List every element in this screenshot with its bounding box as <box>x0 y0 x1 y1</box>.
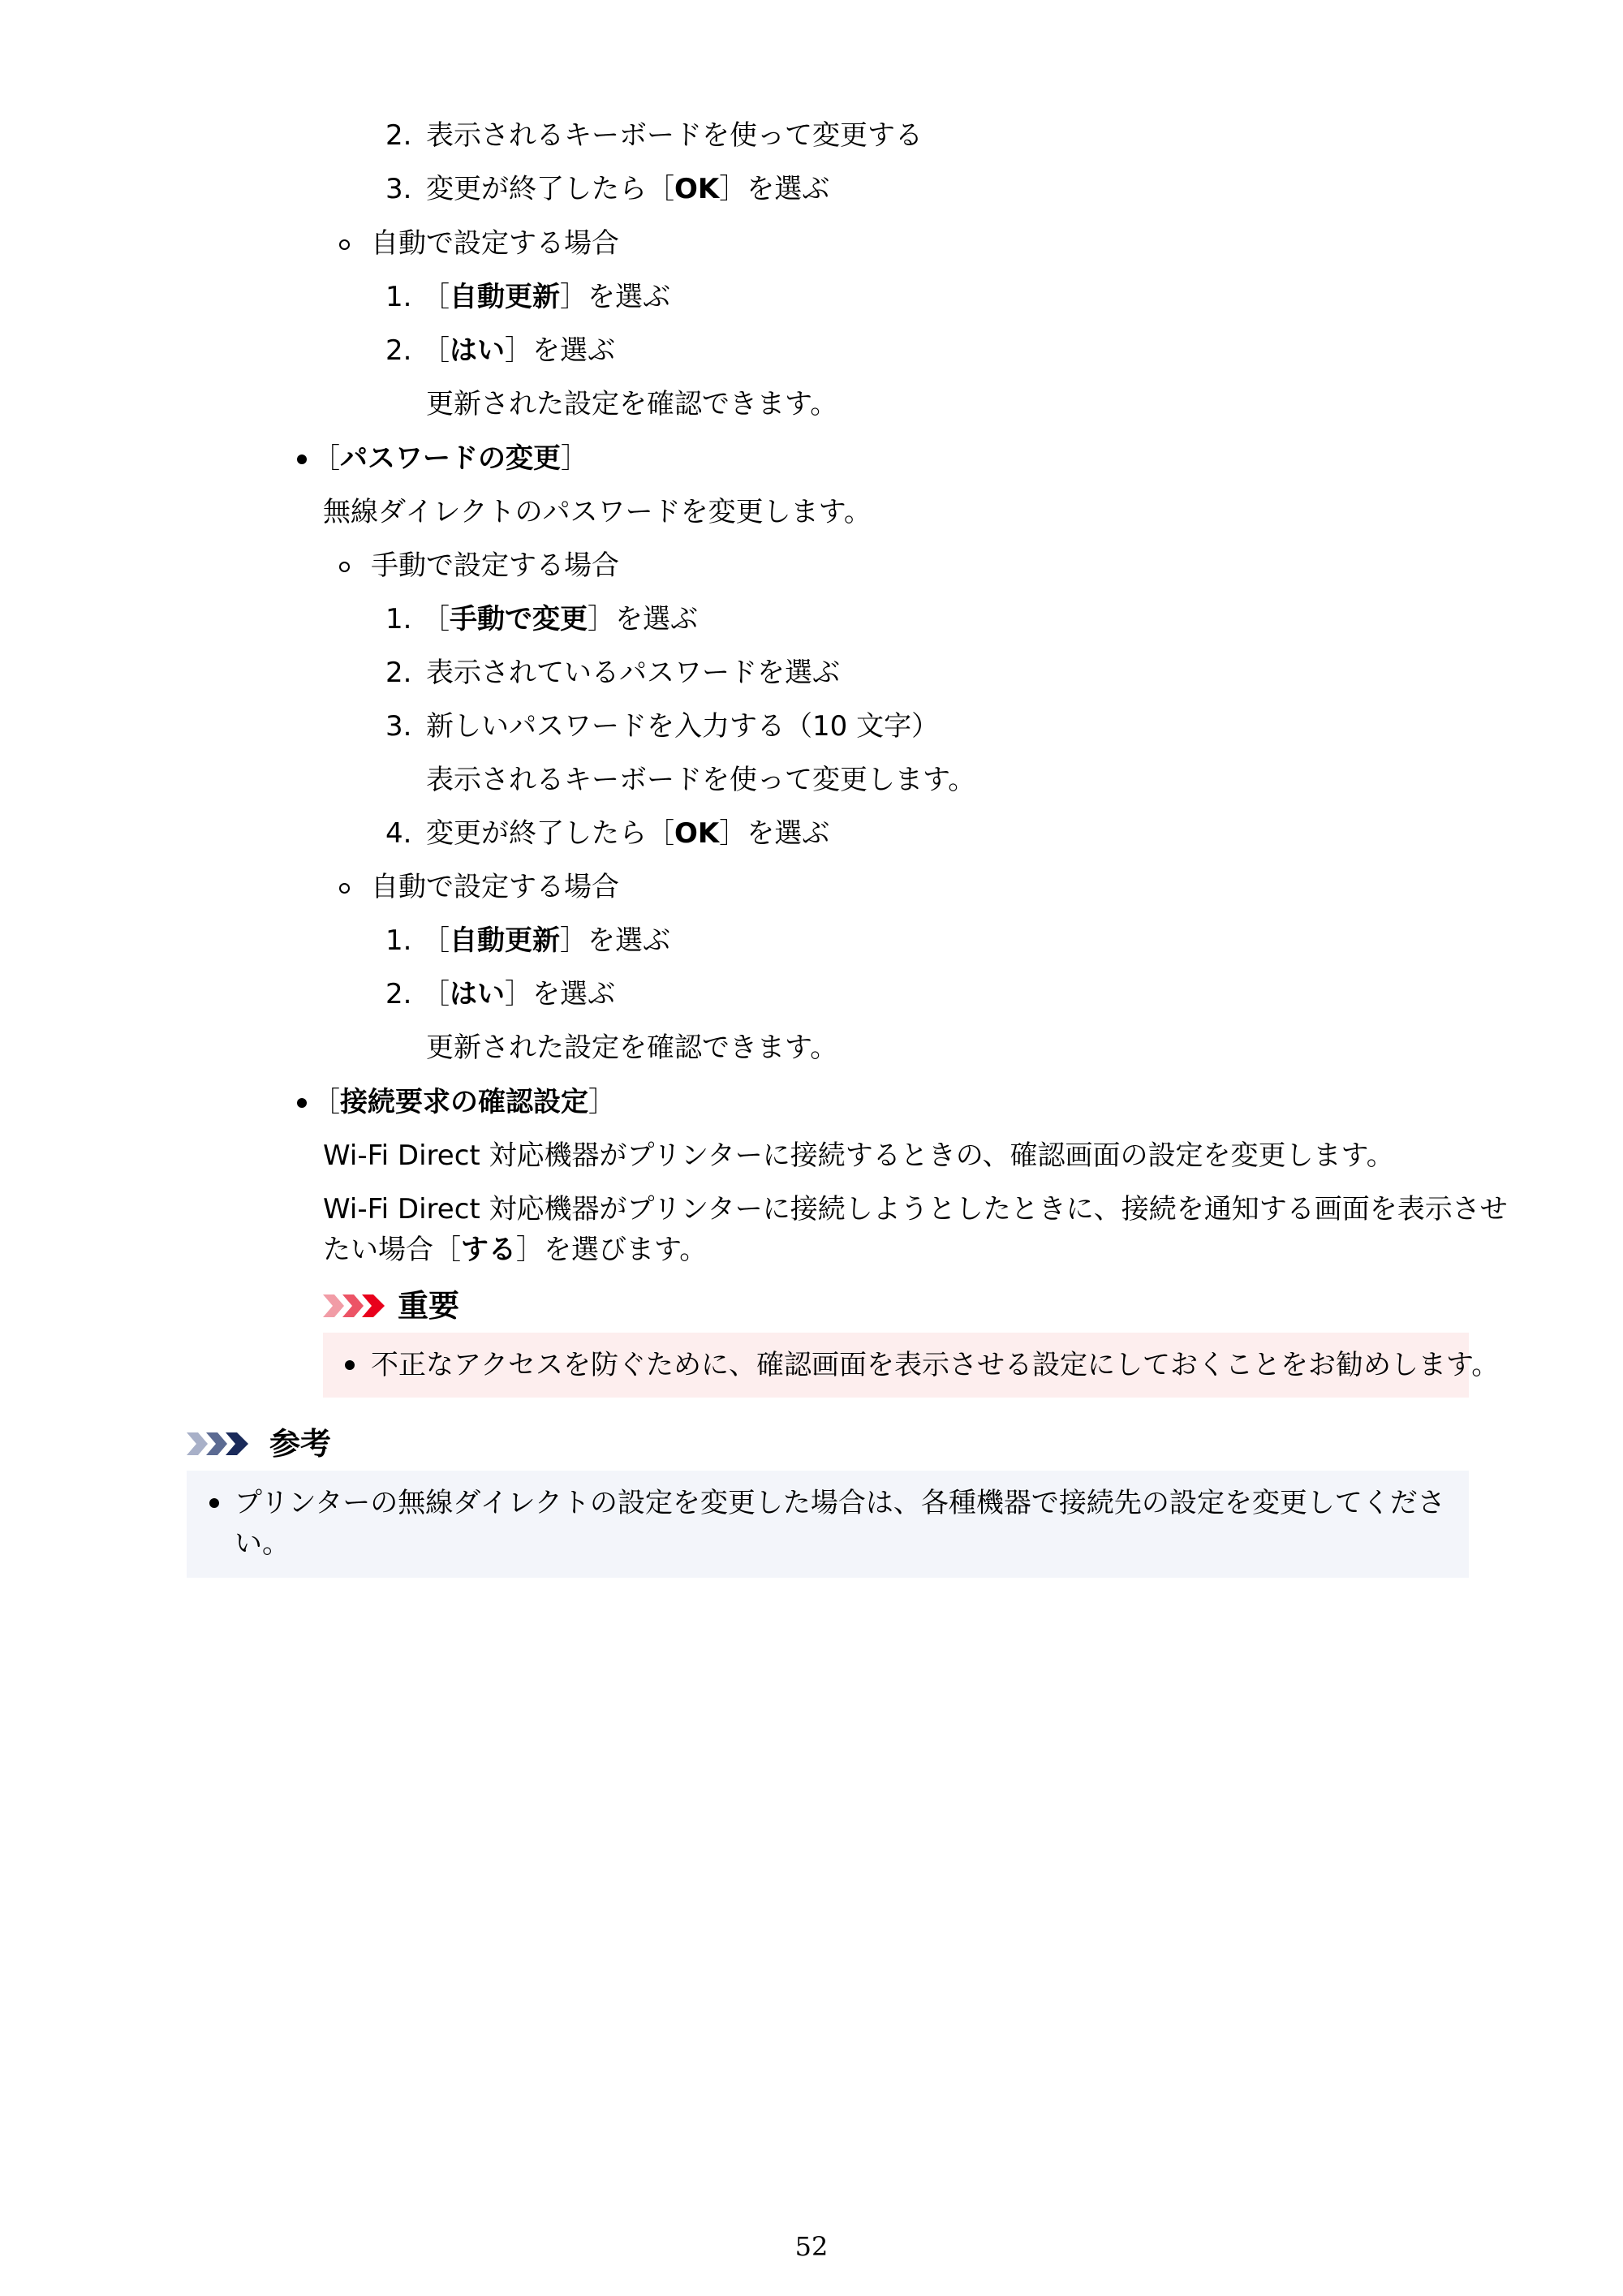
description-text: Wi-Fi Direct 対応機器がプリンターに接続しようとしたときに、接続を通知する画面を表示させ <box>323 1193 1508 1226</box>
list-item-text: ［自動更新］を選ぶ <box>422 924 670 957</box>
bullet-icon <box>209 1498 219 1508</box>
sub-heading: 手動で設定する場合 <box>371 549 619 582</box>
list-item-text: ［手動で変更］を選ぶ <box>422 603 698 635</box>
result-text: 更新された設定を確認できます。 <box>426 388 838 420</box>
section-item-title: ［接続要求の確認設定］ <box>312 1086 616 1118</box>
bullet-icon <box>345 1360 355 1370</box>
list-item-text: ［自動更新］を選ぶ <box>422 281 670 313</box>
bullet-icon <box>297 1098 307 1108</box>
list-number: 4. <box>385 817 412 850</box>
description-text: 無線ダイレクトのパスワードを変更します。 <box>323 496 872 528</box>
list-item-text: ［はい］を選ぶ <box>422 978 615 1010</box>
sub-bullet-icon <box>339 239 350 250</box>
note-item-continued: い。 <box>235 1527 290 1560</box>
section-item-title: ［パスワードの変更］ <box>312 442 588 475</box>
list-item-text: 表示されているパスワードを選ぶ <box>426 657 840 689</box>
important-item: 不正なアクセスを防ぐために、確認画面を表示させる設定にしておくことをお勧めします。 <box>371 1349 1500 1381</box>
list-number: 2. <box>385 334 412 367</box>
sub-bullet-icon <box>339 883 350 894</box>
list-number: 2. <box>385 978 412 1010</box>
sub-bullet-icon <box>339 562 350 572</box>
list-item-text: 新しいパスワードを入力する（10 文字） <box>426 710 940 743</box>
note-item: プリンターの無線ダイレクトの設定を変更した場合は、各種機器で接続先の設定を変更してくださ <box>235 1487 1445 1519</box>
note-heading: 参考 <box>269 1426 332 1462</box>
list-item-text: 変更が終了したら［OK］を選ぶ <box>426 173 830 205</box>
sub-heading: 自動で設定する場合 <box>371 871 619 903</box>
list-number: 3. <box>385 710 412 743</box>
sub-heading: 自動で設定する場合 <box>371 227 619 260</box>
list-item-text: 表示されるキーボードを使って変更する <box>426 119 923 152</box>
list-number: 3. <box>385 173 412 205</box>
result-text: 更新された設定を確認できます。 <box>426 1032 838 1064</box>
page-number: 52 <box>794 2231 829 2262</box>
bullet-icon <box>297 454 307 464</box>
result-text: 表示されるキーボードを使って変更します。 <box>426 764 976 796</box>
list-number: 1. <box>385 603 412 635</box>
list-number: 1. <box>385 924 412 957</box>
note-icon <box>187 1431 253 1457</box>
list-item-text: ［はい］を選ぶ <box>422 334 615 367</box>
list-item-text: 変更が終了したら［OK］を選ぶ <box>426 817 830 850</box>
list-number: 2. <box>385 119 412 152</box>
list-number: 1. <box>385 281 412 313</box>
important-heading: 重要 <box>398 1288 460 1324</box>
important-icon <box>323 1293 390 1319</box>
description-text: Wi-Fi Direct 対応機器がプリンターに接続するときの、確認画面の設定を変更します。 <box>323 1139 1394 1172</box>
description-text: たい場合［する］を選びます。 <box>323 1234 708 1266</box>
list-number: 2. <box>385 657 412 689</box>
